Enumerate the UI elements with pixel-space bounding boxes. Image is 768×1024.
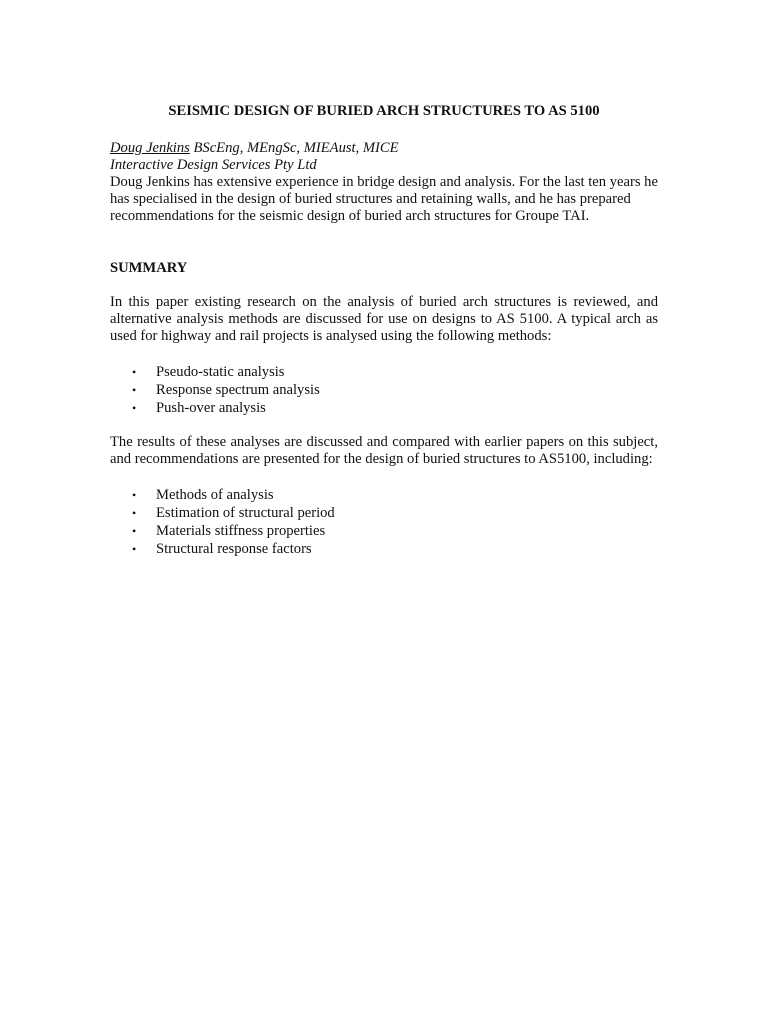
author-bio: Doug Jenkins has extensive experience in bridge design and analysis. For the last ten years he has specialised in the design of buried structures and retaining walls, and he has prepared recommendations for the seismic design of buried arch structures for Groupe TAI. <box>110 174 658 224</box>
bullet-icon: • <box>132 401 137 415</box>
list-item <box>110 381 658 399</box>
recommendations-list <box>110 486 658 558</box>
list-item <box>110 504 658 522</box>
author-credentials: BScEng, MEngSc, MIEAust, MICE <box>189 140 399 156</box>
list-item-text: Estimation of structural period <box>156 505 335 521</box>
list-item <box>110 522 658 540</box>
summary-results: The results of these analyses are discussed and compared with earlier papers on this subject, and recommendations are presented for the design of buried structures to AS5100, including: <box>110 434 658 467</box>
bullet-icon: • <box>132 383 137 397</box>
author-name: Doug Jenkins <box>110 140 190 156</box>
list-item-text: Pseudo-static analysis <box>156 364 285 380</box>
summary-heading: SUMMARY <box>110 260 188 276</box>
bullet-icon: • <box>132 365 137 379</box>
bullet-icon: • <box>132 488 137 502</box>
list-item <box>110 399 658 417</box>
list-item <box>110 363 658 381</box>
author-affiliation: Interactive Design Services Pty Ltd <box>110 157 317 173</box>
summary-intro: In this paper existing research on the analysis of buried arch structures is reviewed, and alternative analysis methods are discussed for use on designs to AS 5100. A typical arch as used for highway and rail projects is analysed using the following methods: <box>110 294 658 344</box>
paper-title: SEISMIC DESIGN OF BURIED ARCH STRUCTURES TO AS 5100 <box>168 103 600 119</box>
list-item-text: Push-over analysis <box>156 400 266 416</box>
list-item-text: Materials stiffness properties <box>156 523 326 539</box>
bullet-icon: • <box>132 542 137 556</box>
list-item-text: Response spectrum analysis <box>156 382 320 398</box>
bullet-icon: • <box>132 506 137 520</box>
list-item-text: Structural response factors <box>156 541 312 557</box>
methods-list <box>110 363 658 417</box>
author-line <box>110 140 658 157</box>
bullet-icon: • <box>132 524 137 538</box>
paper-page <box>110 100 658 575</box>
list-item <box>110 540 658 558</box>
list-item <box>110 486 658 504</box>
list-item-text: Methods of analysis <box>156 487 274 503</box>
